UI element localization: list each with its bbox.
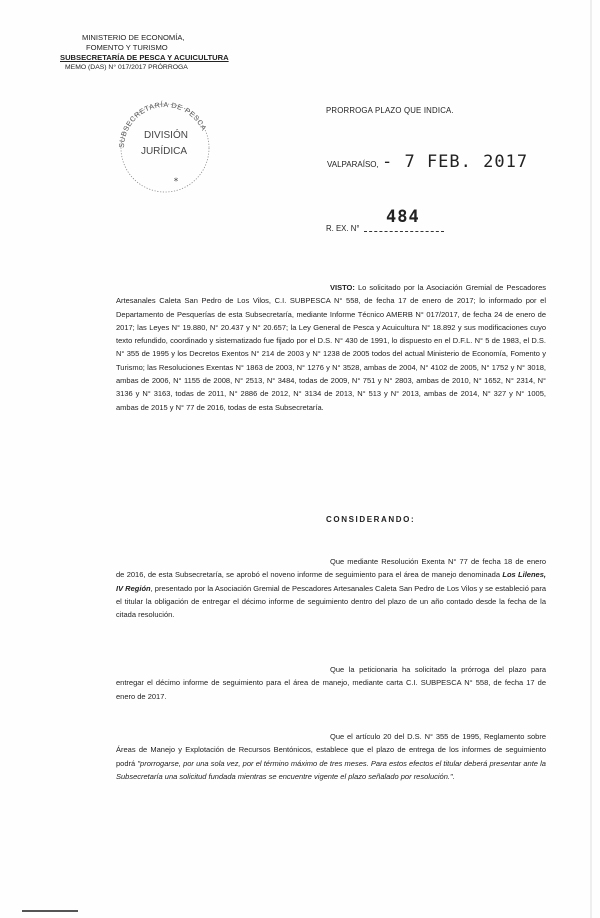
considerando-paragraph-1 bbox=[116, 555, 546, 621]
visto-text: Lo solicitado por la Asociación Gremial de Pescadores Artesanales Caleta San Pedro de Los Vilos, C.I. SUBPESCA N° 558, de fecha 17 de enero de 2017; lo informado por el Departamento de Pesquerías de esta Subsecretaría, mediante Informe Técnico AMERB N° 017/2017, de fecha 24 de enero de 2017; las Leyes N° 19.880, N° 20.437 y N° 20.657; la Ley General de Pesca y Acuicultura N° 18.892 y sus modificaciones cuyo texto refundido, coordinado y sistematizado fue fijado por el D.S. N° 430 de 1991, lo dispuesto en el D.F.L. N° 5 de 1983, el D.S. N° 355 de 1995 y los Decretos Exentos N° 214 de 2003 y N° 1238 de 2005 todos del actual Ministerio de Economía, Fomento y Turismo; las Resoluciones Exentas N° 1863 de 2003, N° 1276 y N° 3528, ambas de 2004, N° 4102 de 2005, N° 1752 y N° 3018, ambas de 2006, N° 1155 de 2008, N° 2513, N° 3484, todas de 2009, N° 751 y N° 2803, ambas de 2010, N° 1652, N° 2314, N° 3136 y N° 3163, todas de 2011, N° 2886 de 2012, N° 3134 de 2013, N° 513 y N° 2013, ambas de 2014, N° 327 y N° 1005, ambas de 2015 y N° 77 de 2016, todas de esta Subsecretaría. bbox=[116, 283, 546, 412]
para3-text-a: Que el artículo 20 del D.S. N° 355 de 1995, Reglamento sobre Áreas de Manejo y Explotación de Recursos Bentónicos, establece que el plazo de entrega de los informes de seguimiento podrá bbox=[116, 732, 546, 768]
subject-line: PRORROGA PLAZO QUE INDICA. bbox=[326, 106, 454, 115]
para1-text-a: Que mediante Resolución Exenta N° 77 de fecha 18 de enero de 2016, de esta Subsecretaría, se aprobó el noveno informe de seguimiento para el área de manejo denominada bbox=[116, 557, 546, 580]
para3-quote: "prorrogarse, por una sola vez, por el término máximo de tres meses. Para estos efectos el titular deberá presentar ante la Subsecretaría una solicitud fundada mientras se encuentre vigente el plazo señalado por resolución." bbox=[116, 758, 546, 781]
resolution-number-line bbox=[364, 231, 444, 232]
letterhead bbox=[60, 33, 250, 73]
para2-text: Que la peticionaria ha solicitado la prórroga del plazo para entregar el décimo informe de seguimiento para el área de manejo, mediante carta C.I. SUBPESCA N° 558, de fecha 17 de enero de 2017. bbox=[116, 665, 546, 701]
stamp-star-icon: * bbox=[173, 177, 179, 187]
place-label: VALPARAÍSO, bbox=[327, 160, 379, 169]
resolution-label: R. EX. N° bbox=[326, 224, 360, 233]
visto-section bbox=[116, 281, 546, 414]
visto-label: VISTO: bbox=[330, 283, 355, 292]
ministry-name: MINISTERIO DE ECONOMÍA, bbox=[82, 33, 185, 42]
stamp-juridica-text: JURÍDICA bbox=[140, 146, 188, 157]
para1-text-b: , presentado por la Asociación Gremial de Pescadores Artesanales Caleta San Pedro de Los Vilos y se estableció para el titular la obligación de entregar el décimo informe de seguimiento dentro del plazo de un año contado desde la fecha de la citada resolución. bbox=[116, 583, 546, 620]
area-name: Los Lilenes, IV Región bbox=[116, 570, 546, 593]
considerando-paragraph-3 bbox=[116, 730, 546, 783]
considerando-heading: CONSIDERANDO: bbox=[326, 515, 416, 524]
stamp-arc-text: SUBSECRETARÍA DE PESCA bbox=[116, 99, 209, 149]
stamp-division-text: DIVISIÓN bbox=[144, 130, 188, 141]
para3-text-b: . bbox=[452, 771, 455, 781]
undersecretariat-name: SUBSECRETARÍA DE PESCA Y ACUICULTURA bbox=[60, 53, 229, 62]
date-stamp: - 7 FEB. 2017 bbox=[382, 152, 529, 172]
scan-edge-mark bbox=[22, 910, 78, 912]
scan-edge-shadow bbox=[590, 0, 592, 918]
memo-reference: MEMO (DAS) N° 017/2017 PRÓRROGA bbox=[65, 64, 188, 71]
considerando-paragraph-2 bbox=[116, 663, 546, 703]
resolution-number: 484 bbox=[386, 207, 420, 227]
ministry-subtitle: FOMENTO Y TURISMO bbox=[86, 43, 168, 52]
division-juridica-stamp bbox=[112, 92, 218, 198]
